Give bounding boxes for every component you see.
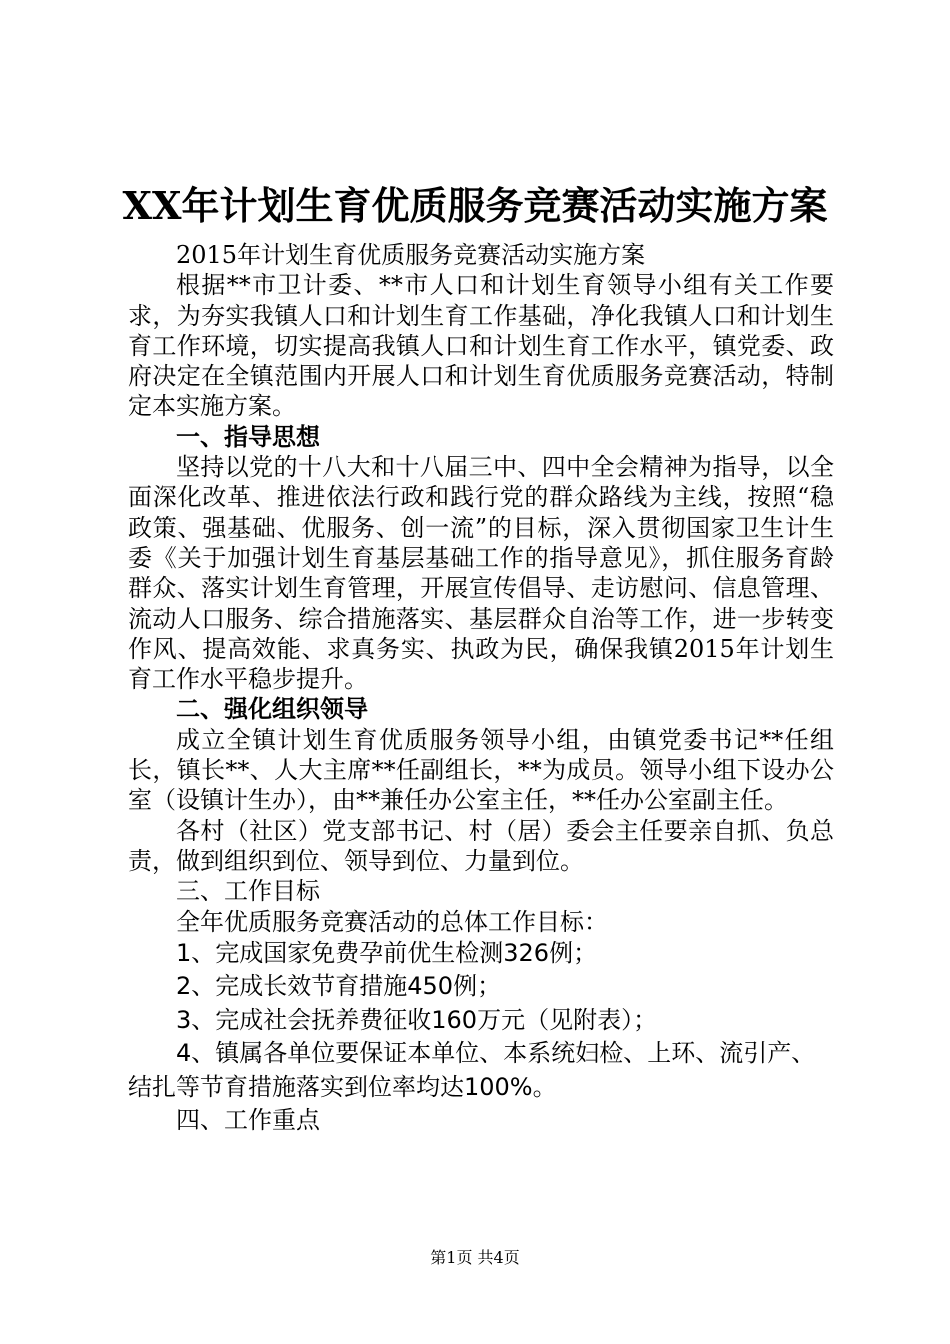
- section-heading-goals: 三、工作目标: [176, 877, 320, 906]
- section-goals-lead: 全年优质服务竞赛活动的总体工作目标：: [176, 907, 608, 936]
- page-footer: 第1页 共4页: [430, 1248, 520, 1267]
- section-body-leadership-1: 成立全镇计划生育优质服务领导小组，由镇党委书记**任组长，镇长**、人大主席**任副组长，**为成员。领导小组下设办公室（设镇计生办），由**兼任办公室主任，**任办公室副主任。: [128, 725, 834, 815]
- goal-item: 4、镇属各单位要保证本单位、本系统妇检、上环、流引产、结扎等节育措施落实到位率均达100%。: [128, 1039, 816, 1101]
- intro-paragraph: 根据**市卫计委、**市人口和计划生育领导小组有关工作要求，为夯实我镇人口和计划生育工作基础，净化我镇人口和计划生育工作环境，切实提高我镇人口和计划生育工作水平，镇党委、政府决定在全镇范围内开展人口和计划生育优质服务竞赛活动，特制定本实施方案。: [128, 271, 834, 421]
- goal-item: 2、完成长效节育措施450例；: [176, 972, 502, 1001]
- goal-item: 1、完成国家免费孕前优生检测326例；: [176, 938, 598, 967]
- section-body-guiding-ideology: 坚持以党的十八大和十八届三中、四中全会精神为指导，以全面深化改革、推进依法行政和践行党的群众路线为主线，按照“稳政策、强基础、优服务、创一流”的目标，深入贯彻国家卫生计生委《关于加强计划生育基层基础工作的指导意见》，抓住服务育龄群众、落实计划生育管理，开展宣传倡导、走访慰问、信息管理、流动人口服务、综合措施落实、基层群众自治等工作，进一步转变作风、提高效能、求真务实、执政为民，确保我镇2015年计划生育工作水平稳步提升。: [128, 453, 834, 694]
- section-heading-leadership: 二、强化组织领导: [176, 695, 368, 724]
- section-body-leadership-2: 各村（社区）党支部书记、村（居）委会主任要亲自抓、负总责，做到组织到位、领导到位、力量到位。: [128, 816, 834, 875]
- document-title: XX年计划生育优质服务竞赛活动实施方案: [122, 183, 828, 228]
- document-subtitle: 2015年计划生育优质服务竞赛活动实施方案: [176, 241, 646, 269]
- document-body: [128, 240, 834, 1138]
- section-heading-key-work: 四、工作重点: [176, 1106, 320, 1135]
- goal-item: 3、完成社会抚养费征收160万元（见附表）；: [176, 1005, 658, 1034]
- section-heading-guiding-ideology: 一、指导思想: [176, 422, 320, 451]
